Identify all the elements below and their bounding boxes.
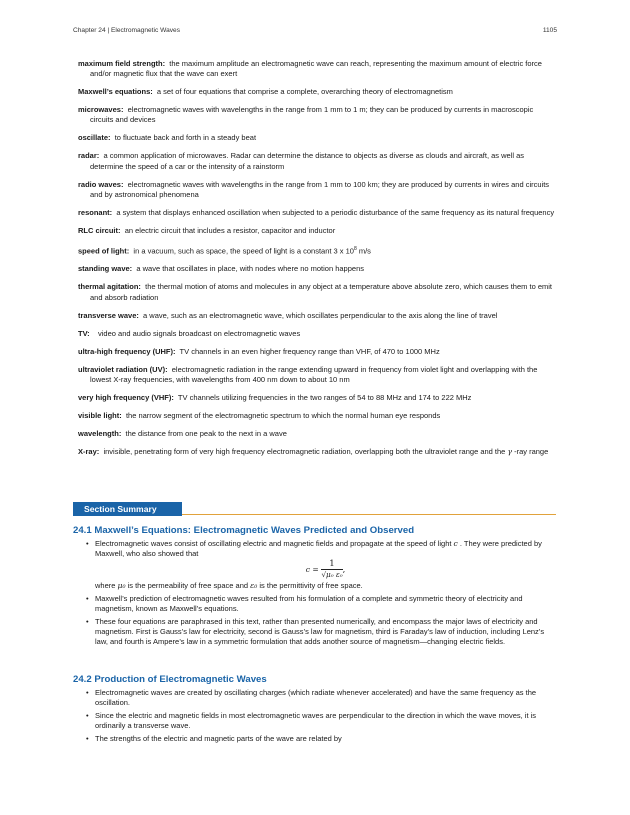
section-heading: 24.2 Production of Electromagnetic Waves — [73, 674, 267, 685]
glossary-list — [78, 59, 558, 465]
section-summary-bar — [73, 502, 556, 516]
glossary-entry: maximum field strength: the maximum amplitude an electromagnetic wave can reach, representing the maximum amount of electric force and/or magnetic flux that the wave can exert — [78, 59, 542, 79]
glossary-entry: radar: a common application of microwaves. Radar can determine the distance to objects as diverse as clouds and aircraft, as well as determine the speed of a car or the intensity of a rainstorm — [78, 151, 525, 171]
glossary-entry: very high frequency (VHF): TV channels utilizing frequencies in the two ranges of 54 to 88 MHz and 174 to 222 MHz — [78, 392, 472, 402]
glossary-entry: transverse wave: a wave, such as an electromagnetic wave, which oscillates perpendicular to the axis along the line of travel — [78, 310, 498, 320]
glossary-entry: microwaves: electromagnetic waves with wavelengths in the range from 1 mm to 1 m; they can be produced by currents in macroscopic circuits and devices — [78, 105, 534, 125]
summary-section-24-2 — [73, 674, 556, 746]
list-item: • The strengths of the electric and magnetic parts of the wave are related by — [86, 733, 342, 743]
fraction: $\frac{1}{\text{√μ₀ ε₀}}$ — [321, 559, 343, 580]
page-number: 1105 — [542, 27, 557, 34]
glossary-entry: wavelength: the distance from one peak to the next in a wave — [78, 428, 287, 438]
list-item: • Electromagnetic waves are created by oscillating charges (which radiate whenever accelerated) and have the same frequency as the oscillation. — [86, 688, 537, 708]
section-heading: 24.1 Maxwell’s Equations: Electromagnetic Waves Predicted and Observed — [73, 525, 415, 536]
list-item: • Electromagnetic waves consist of oscillating electric and magnetic fields and propagate at the speed of light c . They were predicted by Maxwell, who also showed that c = $\frac{1}{\text{√μ₀ ε₀}}$ , where μ₀ is the permeability of free space and ε₀ is the permittivity of free space. — [73, 539, 556, 592]
glossary-entry: oscillate: to fluctuate back and forth in a steady beat — [78, 133, 257, 143]
glossary-entry: ultraviolet radiation (UV): electromagnetic radiation in the range extending upward in frequency from violet light and overlapping with the lowest X-ray frequencies, with wavelengths from 400 nm down to about 10 nm — [78, 364, 538, 384]
glossary-entry: speed of light: in a vacuum, such as space, the speed of light is a constant 3 x $10^8$ m/s — [78, 245, 371, 256]
section-summary-label: Section Summary — [73, 502, 182, 516]
gamma-symbol: γ — [507, 446, 512, 456]
list-item: • Since the electric and magnetic fields in most electromagnetic waves are perpendicular to the direction in which the wave moves, it is ordinarily a transverse wave. — [86, 710, 537, 730]
list-item: • These four equations are paraphrased in this text, rather than presented numerically, and encompass the major laws of electricity and magnetism. First is Gauss’s law for electricity, second is Gauss’s law for magnetism, third is Faraday’s law of induction, including Lenz’s law, and fourth is Ampere’s law in a symmetric formulation that adds another source of magnetism—changing electric fields. — [86, 616, 545, 647]
summary-section-24-1 — [73, 525, 556, 650]
list-item: • Maxwell’s prediction of electromagnetic waves resulted from his formulation of a complete and symmetric theory of electricity and magnetism, known as Maxwell’s equations. — [86, 594, 523, 614]
glossary-entry: RLC circuit: an electric circuit that includes a resistor, capacitor and inductor — [78, 225, 336, 235]
glossary-entry: visible light: the narrow segment of the electromagnetic spectrum to which the normal human eye responds — [78, 410, 441, 420]
glossary-entry: X-ray: invisible, penetrating form of very high frequency electromagnetic radiation, overlapping both the ultraviolet range and the γ -ray range — [78, 446, 549, 456]
glossary-entry: thermal agitation: the thermal motion of atoms and molecules in any object at a temperature above absolute zero, which causes them to emit and absorb radiation — [78, 282, 552, 302]
equation: c = $\frac{1}{\text{√μ₀ ε₀}}$ , — [305, 559, 346, 580]
bullet-list — [73, 688, 556, 744]
chapter-title: Chapter 24 | Electromagnetic Waves — [73, 27, 181, 34]
bullet-list — [73, 539, 556, 647]
glossary-entry: resonant: a system that displays enhanced oscillation when subjected to a periodic disturbance of the same frequency as its natural frequency — [78, 207, 555, 217]
glossary-entry: Maxwell’s equations: a set of four equations that comprise a complete, overarching theory of electromagnetism — [78, 87, 453, 97]
glossary-entry: TV: video and audio signals broadcast on electromagnetic waves — [78, 328, 301, 338]
glossary-entry: radio waves: electromagnetic waves with wavelengths in the range from 1 mm to 100 km; they are produced by currents in wires and circuits and by astronomical phenomena — [78, 179, 550, 199]
glossary-entry: ultra-high frequency (UHF): TV channels in an even higher frequency range than VHF, of 470 to 1000 MHz — [78, 346, 440, 356]
glossary-entry: standing wave: a wave that oscillates in place, with nodes where no motion happens — [78, 264, 364, 274]
